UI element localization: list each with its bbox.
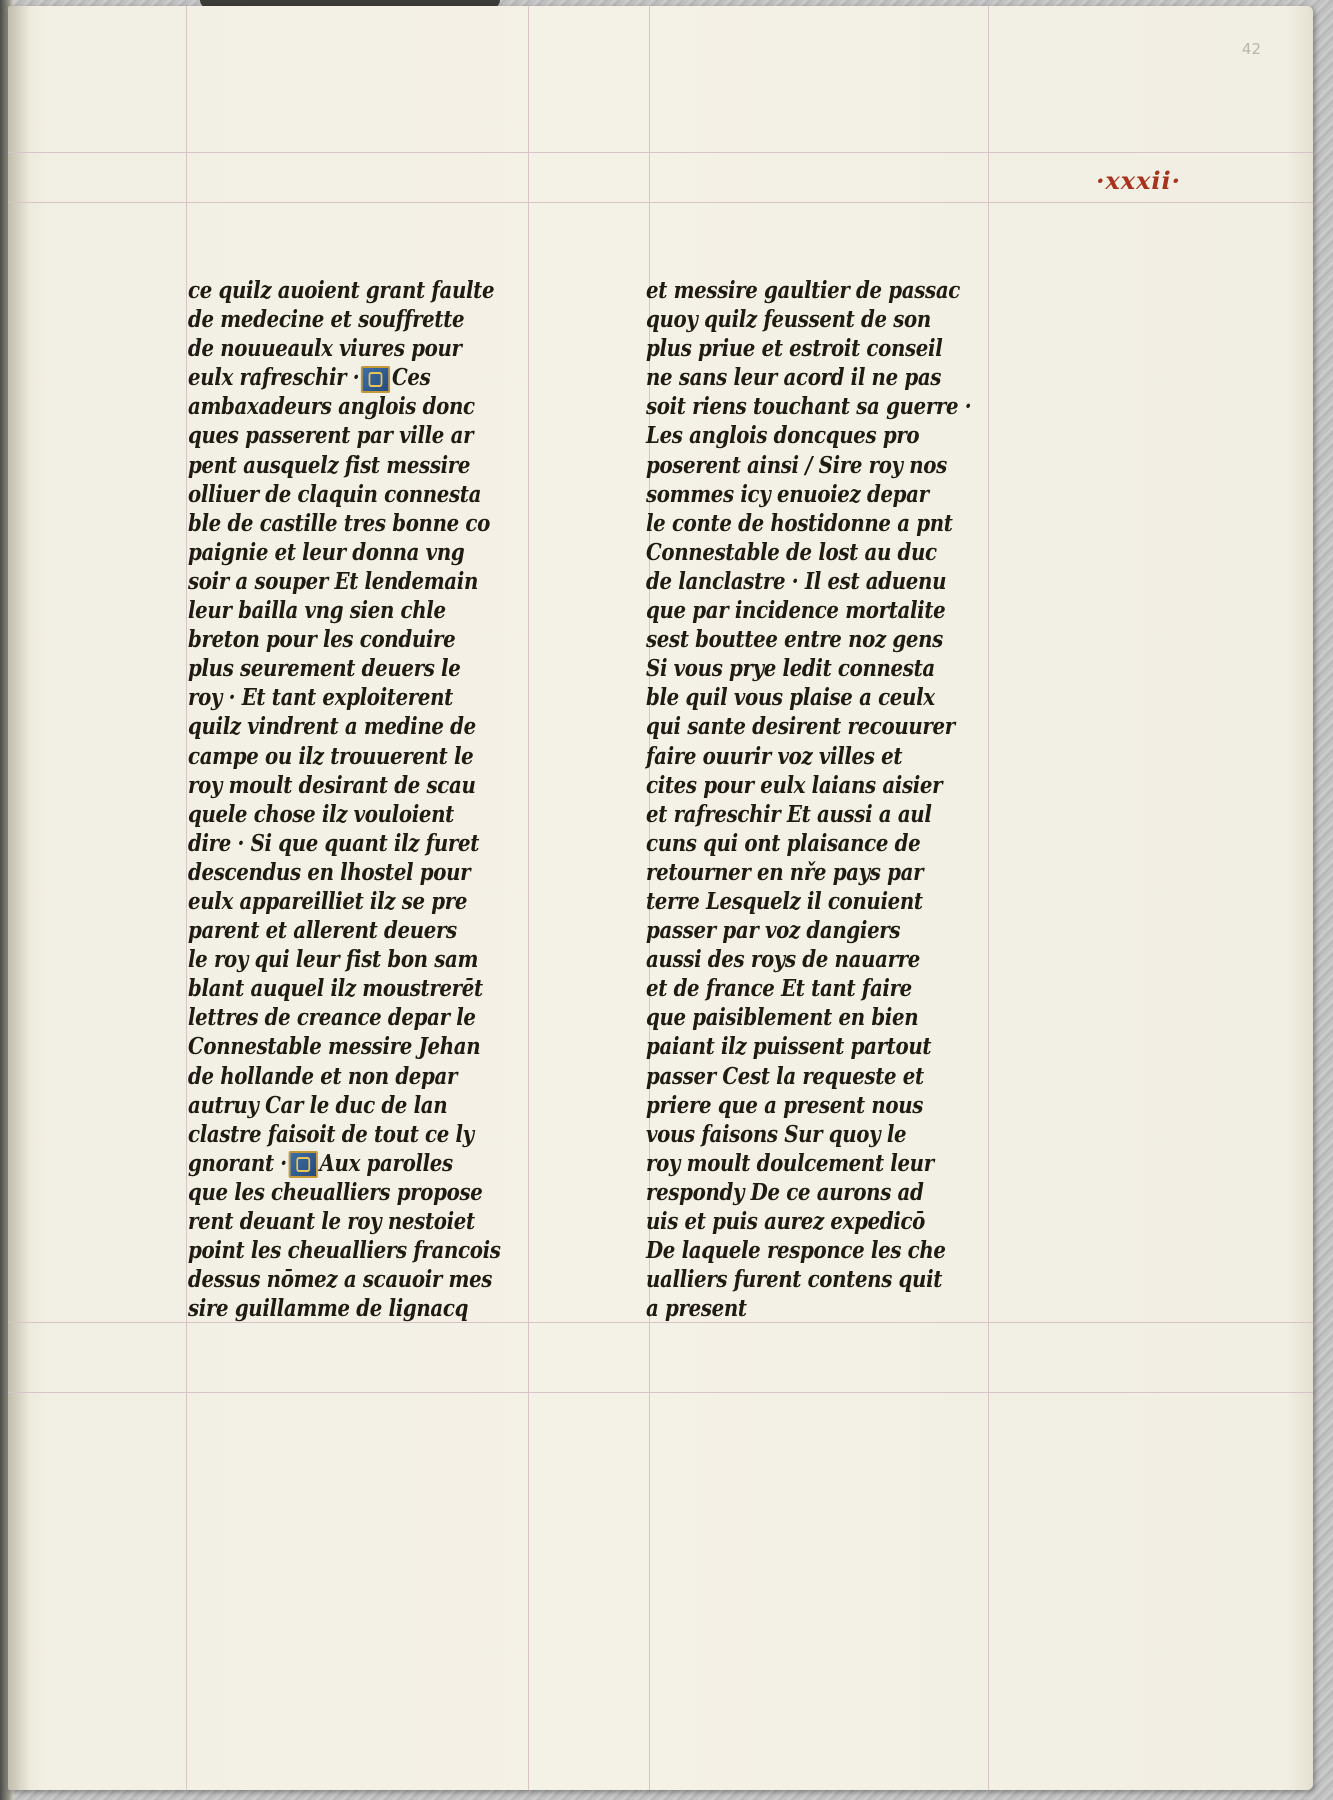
text-line: descendus en lhostel pour xyxy=(188,858,471,886)
decorated-initial-icon xyxy=(289,1151,318,1178)
text-line: ambaxadeurs anglois donc xyxy=(188,393,475,421)
text-line: ualliers furent contens quit xyxy=(646,1266,943,1294)
text-line: roy moult doulcement leur xyxy=(646,1149,934,1177)
text-line: sest bouttee entre noz gens xyxy=(646,626,943,654)
text-line: sommes icy enuoiez depar xyxy=(646,480,929,508)
text-line: blant auquel ilz moustrerēt xyxy=(188,975,483,1003)
text-line: breton pour les conduire xyxy=(188,626,456,654)
text-line: rent deuant le roy nestoiet xyxy=(188,1208,475,1235)
text-line: autruy Car le duc de lan xyxy=(188,1091,448,1119)
text-line: quoy quilz feussent de son xyxy=(646,306,931,334)
text-line: et rafreschir Et aussi a aul xyxy=(646,800,932,828)
text-line: vous faisons Sur quoy le xyxy=(646,1120,907,1148)
text-line: de medecine et souffrette xyxy=(188,306,465,334)
text-line: Connestable de lost au duc xyxy=(646,538,937,566)
text-line: respondy De ce aurons ad xyxy=(646,1178,924,1206)
text-line: plus seurement deuers le xyxy=(188,655,461,683)
text-line: faire ouurir voz villes et xyxy=(646,742,903,770)
text-line: soit riens touchant sa guerre · xyxy=(646,393,972,421)
text-line: roy moult desirant de scau xyxy=(188,771,476,799)
text-line: et de france Et tant faire xyxy=(646,975,912,1003)
text-line: Connestable messire Jehan xyxy=(188,1033,481,1061)
text-line: eulx appareilliet ilz se pre xyxy=(188,887,468,915)
text-line: gnorant · Aux parolles xyxy=(188,1149,453,1177)
text-line: passer par voz dangiers xyxy=(646,917,901,945)
text-line: ble quil vous plaise a ceulx xyxy=(646,684,935,712)
text-line: Si vous prye ledit connesta xyxy=(646,655,935,683)
text-line: ce quilz auoient grant faulte xyxy=(188,277,495,304)
ruling-line xyxy=(186,6,187,1790)
text-line: et messire gaultier de passac xyxy=(646,277,960,304)
chapter-number: ·xxxii· xyxy=(1096,166,1181,195)
text-line: point les cheualliers francois xyxy=(188,1237,501,1265)
text-line: uis et puis aurez expedicō xyxy=(646,1208,926,1235)
text-line: de nouueaulx viures pour xyxy=(188,335,462,363)
text-line: dire · Si que quant ilz furet xyxy=(188,829,480,857)
text-line: ne sans leur acord il ne pas xyxy=(646,364,942,392)
text-line: soir a souper Et lendemain xyxy=(188,567,478,595)
right-text-column xyxy=(646,276,1026,1323)
text-line: parent et allerent deuers xyxy=(188,917,457,945)
text-line: quilz vindrent a medine de xyxy=(188,713,476,741)
text-line: que par incidence mortalite xyxy=(646,597,946,625)
text-line: cites pour eulx laians aisier xyxy=(646,771,943,799)
text-line: campe ou ilz trouuerent le xyxy=(188,742,474,770)
ruling-line xyxy=(8,152,1313,153)
text-line: roy · Et tant exploiterent xyxy=(188,684,453,712)
folio-number: 42 xyxy=(1241,40,1261,58)
text-line: pent ausquelz fist messire xyxy=(188,451,471,479)
text-line: de lanclastre · Il est aduenu xyxy=(646,567,947,595)
text-line: que paisiblement en bien xyxy=(646,1004,919,1032)
text-line: paignie et leur donna vng xyxy=(188,538,465,566)
text-line: qui sante desirent recouurer xyxy=(646,713,955,741)
text-line: dessus nōmez a scauoir mes xyxy=(188,1266,493,1294)
text-line: Les anglois doncques pro xyxy=(646,422,920,450)
decorated-initial-icon xyxy=(361,366,390,393)
text-line: De laquele responce les che xyxy=(646,1237,946,1265)
text-line: a present xyxy=(646,1295,747,1323)
text-line: le roy qui leur fist bon sam xyxy=(188,946,479,974)
text-line: ble de castille tres bonne co xyxy=(188,509,490,537)
text-line: olliuer de claquin connesta xyxy=(188,480,482,508)
text-line: que les cheualliers propose xyxy=(188,1178,483,1206)
text-line: plus priue et estroit conseil xyxy=(646,335,943,363)
text-line: ques passerent par ville ar xyxy=(188,422,474,450)
page-gutter-shade xyxy=(8,6,30,1790)
text-line: passer Cest la requeste et xyxy=(646,1062,924,1090)
left-text-column xyxy=(188,276,560,1323)
text-line: sire guillamme de lignacq xyxy=(188,1295,469,1323)
text-line: le conte de hostidonne a pnt xyxy=(646,509,953,537)
manuscript-page xyxy=(8,6,1313,1790)
text-line: clastre faisoit de tout ce ly xyxy=(188,1120,474,1148)
text-line: quele chose ilz vouloient xyxy=(188,800,454,828)
text-line: cuns qui ont plaisance de xyxy=(646,829,921,857)
text-line: de hollande et non depar xyxy=(188,1062,458,1090)
text-line: terre Lesquelz il conuient xyxy=(646,887,923,915)
ruling-line xyxy=(8,202,1313,203)
text-line: paiant ilz puissent partout xyxy=(646,1033,932,1061)
text-line: eulx rafreschir · Ces xyxy=(188,364,431,392)
ruling-line xyxy=(8,1392,1313,1393)
text-line: poserent ainsi / Sire roy nos xyxy=(646,451,947,479)
text-line: aussi des roys de nauarre xyxy=(646,946,920,974)
text-line: retourner en nře pays par xyxy=(646,858,924,886)
text-line: lettres de creance depar le xyxy=(188,1004,476,1032)
text-line: priere que a present nous xyxy=(646,1091,924,1119)
text-line: leur bailla vng sien chle xyxy=(188,597,446,625)
